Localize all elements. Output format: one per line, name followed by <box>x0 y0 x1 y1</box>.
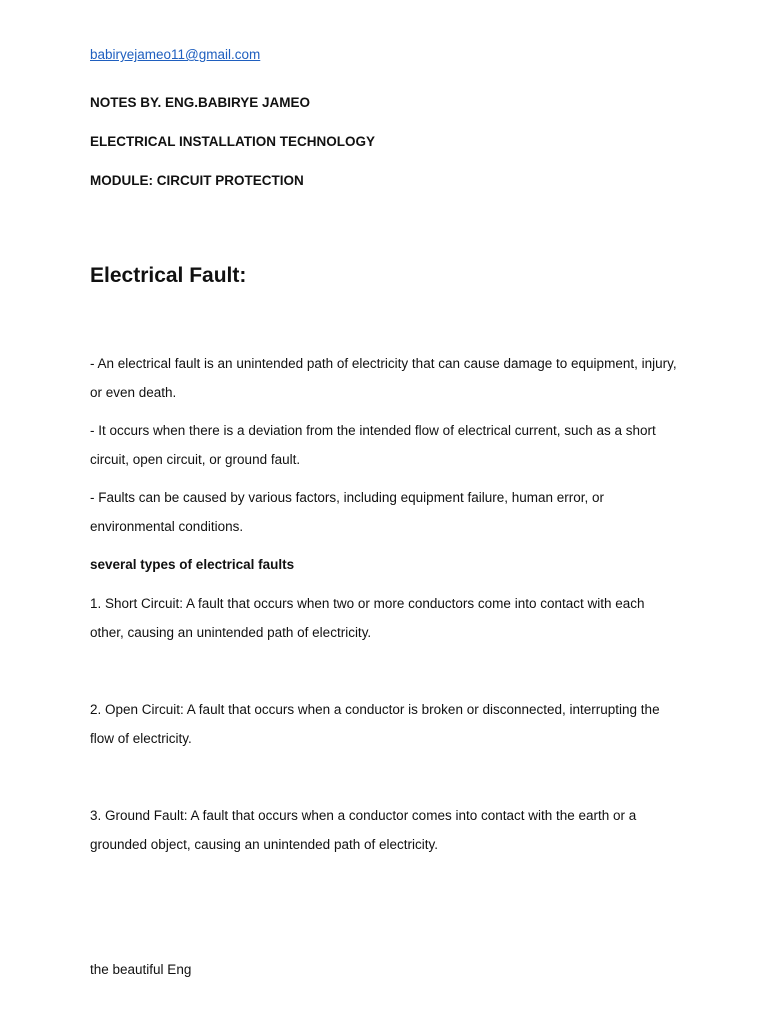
fault-type-paragraph: 1. Short Circuit: A fault that occurs when two or more conductors come into contact with each other, causing an unintended path of electricity. <box>90 596 645 640</box>
course-title: ELECTRICAL INSTALLATION TECHNOLOGY <box>90 134 375 149</box>
bullet-paragraph: - It occurs when there is a deviation from the intended flow of electrical current, such as a short circuit, open circuit, or ground fault. <box>90 423 656 467</box>
bullet-paragraph: - An electrical fault is an unintended path of electricity that can cause damage to equipment, injury, or even death. <box>90 356 677 400</box>
bullet-paragraph: - Faults can be caused by various factors, including equipment failure, human error, or environmental conditions. <box>90 490 605 534</box>
fault-type-paragraph: 3. Ground Fault: A fault that occurs when a conductor comes into contact with the earth or a grounded object, causing an unintended path of electricity. <box>90 808 637 852</box>
author-email-link[interactable]: babiryejameo11@gmail.com <box>90 47 261 62</box>
subheading: several types of electrical faults <box>90 557 295 572</box>
author-line: NOTES BY. ENG.BABIRYE JAMEO <box>90 95 311 110</box>
section-heading: Electrical Fault: <box>90 264 247 287</box>
module-title: MODULE: CIRCUIT PROTECTION <box>90 173 304 188</box>
fault-type-paragraph: 2. Open Circuit: A fault that occurs when a conductor is broken or disconnected, interrupting the flow of electricity. <box>90 702 660 746</box>
footer-text: the beautiful Eng <box>90 962 192 977</box>
